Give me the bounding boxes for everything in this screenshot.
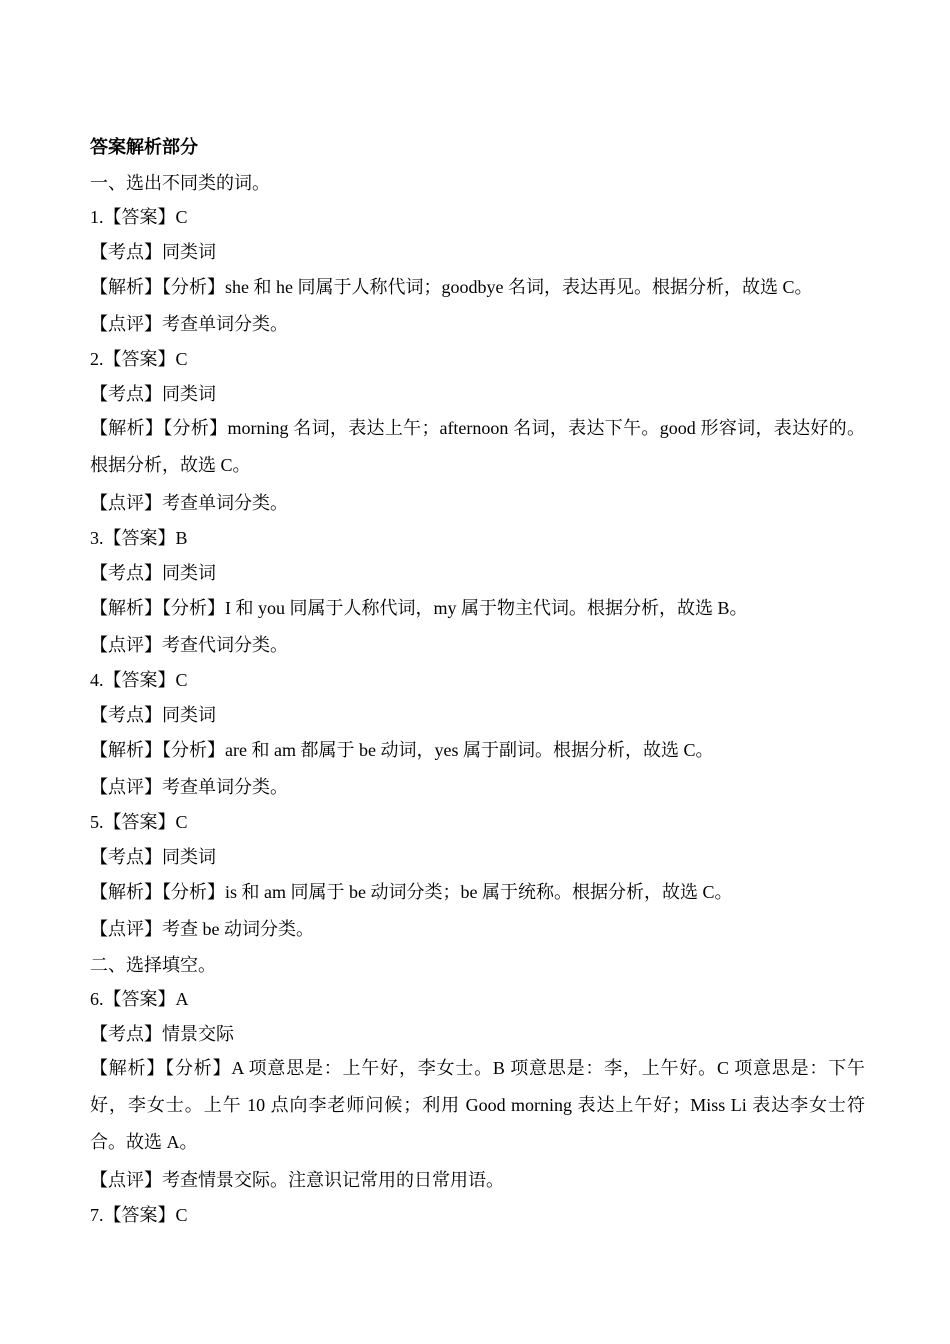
q3-analysis: 【解析】【分析】I 和 you 同属于人称代词，my 属于物主代词。根据分析，故选 B。	[90, 598, 748, 618]
q5-comment: 【点评】考查 be 动词分类。	[90, 919, 314, 939]
q4-answer: 4.【答案】C	[90, 670, 188, 690]
q4-point: 【考点】同类词	[90, 705, 216, 725]
q2-analysis: 【解析】【分析】morning 名词，表达上午；afternoon 名词，表达下午。good 形容词，表达好的。根据分析，故选 C。	[90, 418, 865, 475]
section-title: 二、选择填空。	[90, 955, 216, 975]
q1-analysis: 【解析】【分析】she 和 he 同属于人称代词；goodbye 名词，表达再见。根据分析，故选 C。	[90, 277, 813, 297]
q3-comment: 【点评】考查代词分类。	[90, 635, 288, 655]
q1-point: 【考点】同类词	[90, 242, 216, 262]
q4-analysis: 【解析】【分析】are 和 am 都属于 be 动词，yes 属于副词。根据分析，故选 C。	[90, 740, 714, 760]
q6-point: 【考点】情景交际	[90, 1024, 234, 1044]
q6-analysis: 【解析】【分析】A 项意思是：上午好，李女士。B 项意思是：李，上午好。C 项意思是：下午好，李女士。上午 10 点向李老师问候；利用 Good morning 表达上午好；Miss Li 表达李女士符合。故选 A。	[90, 1058, 865, 1152]
section-title: 一、选出不同类的词。	[90, 173, 270, 193]
q5-point: 【考点】同类词	[90, 847, 216, 867]
q1-answer: 1.【答案】C	[90, 207, 188, 227]
q5-answer: 5.【答案】C	[90, 812, 188, 832]
q1-comment: 【点评】考查单词分类。	[90, 314, 288, 334]
q6-answer: 6.【答案】A	[90, 989, 189, 1009]
q3-answer: 3.【答案】B	[90, 528, 188, 548]
page-heading: 答案解析部分	[90, 137, 198, 157]
q4-comment: 【点评】考查单词分类。	[90, 777, 288, 797]
q7-answer: 7.【答案】C	[90, 1205, 188, 1225]
q2-answer: 2.【答案】C	[90, 349, 188, 369]
q2-point: 【考点】同类词	[90, 384, 216, 404]
q3-point: 【考点】同类词	[90, 563, 216, 583]
q2-comment: 【点评】考查单词分类。	[90, 493, 288, 513]
q6-comment: 【点评】考查情景交际。注意识记常用的日常用语。	[90, 1170, 504, 1190]
q5-analysis: 【解析】【分析】is 和 am 同属于 be 动词分类；be 属于统称。根据分析，故选 C。	[90, 882, 733, 902]
